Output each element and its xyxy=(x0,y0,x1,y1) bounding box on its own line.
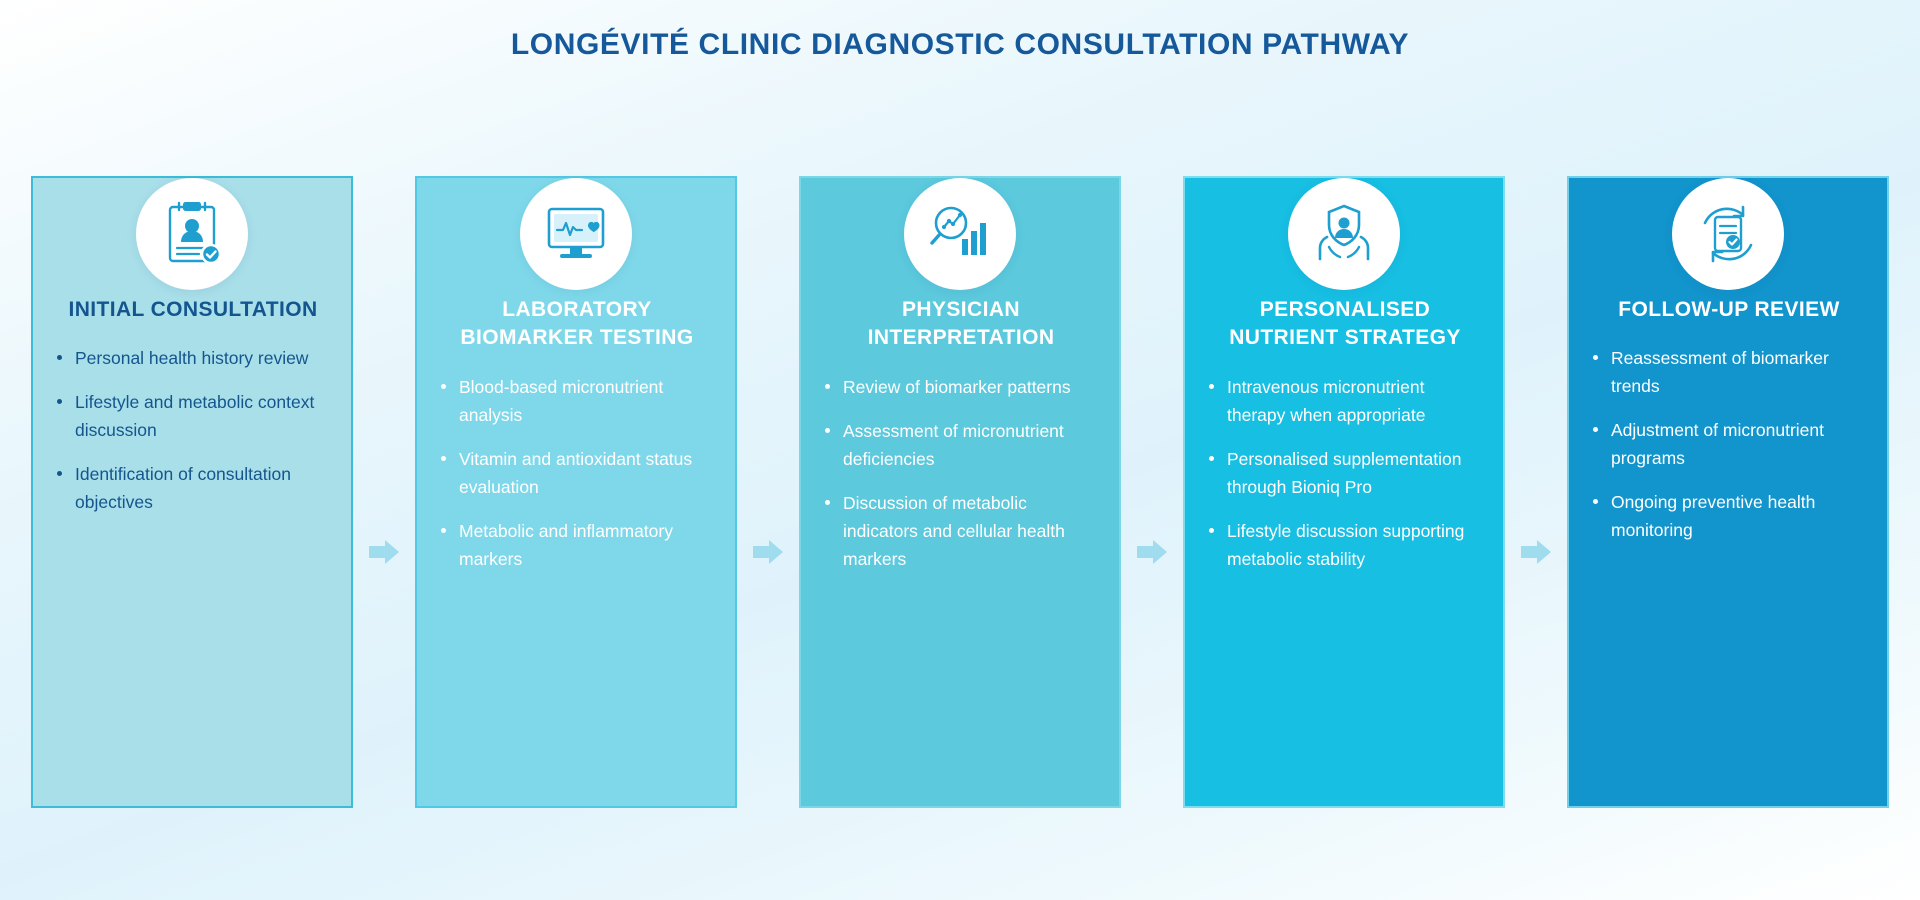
lab-monitor-icon xyxy=(520,178,632,290)
step-card-4 xyxy=(1183,176,1505,808)
step-bullets-3 xyxy=(823,373,1099,573)
list-item: Personalised supplementation through Bioniq Pro xyxy=(1207,445,1483,501)
pathway-step-1 xyxy=(31,120,353,808)
page-title: LONGÉVITÉ CLINIC DIAGNOSTIC CONSULTATION PATHWAY xyxy=(510,28,1410,61)
pathway-flow xyxy=(30,120,1890,808)
list-item: Vitamin and antioxidant status evaluation xyxy=(439,445,715,501)
step-title-5: FOLLOW-UP REVIEW xyxy=(1618,298,1840,321)
arrow-right-icon-2 xyxy=(737,236,799,868)
pathway-step-3 xyxy=(799,120,1121,808)
list-item: Lifestyle discussion supporting metabolic stability xyxy=(1207,517,1483,573)
step-card-1 xyxy=(31,176,353,808)
step-title-1: INITIAL CONSULTATION xyxy=(68,298,318,321)
step-bullets-4 xyxy=(1207,373,1483,573)
magnifier-chart-icon xyxy=(904,178,1016,290)
step-title-2: LABORATORY BIOMARKER TESTING xyxy=(460,298,694,350)
step-card-5 xyxy=(1567,176,1889,808)
step-title-3: PHYSICIAN INTERPRETATION xyxy=(867,298,1055,350)
list-item: Reassessment of biomarker trends xyxy=(1591,344,1867,400)
step-bullets-1 xyxy=(55,344,331,516)
pathway-step-5 xyxy=(1567,120,1889,808)
list-item: Identification of consultation objectives xyxy=(55,460,331,516)
list-item: Assessment of micronutrient deficiencies xyxy=(823,417,1099,473)
list-item: Adjustment of micronutrient programs xyxy=(1591,416,1867,472)
arrow-right-icon-3 xyxy=(1121,236,1183,868)
pathway-step-2 xyxy=(415,120,737,808)
step-title-4: PERSONALISED NUTRIENT STRATEGY xyxy=(1229,298,1461,350)
list-item: Metabolic and inflammatory markers xyxy=(439,517,715,573)
step-bullets-5 xyxy=(1591,344,1867,544)
step-card-2 xyxy=(415,176,737,808)
list-item: Review of biomarker patterns xyxy=(823,373,1099,401)
step-card-3 xyxy=(799,176,1121,808)
list-item: Ongoing preventive health monitoring xyxy=(1591,488,1867,544)
arrow-right-icon-1 xyxy=(353,236,415,868)
checklist-refresh-icon xyxy=(1672,178,1784,290)
pathway-step-4 xyxy=(1183,120,1505,808)
list-item: Discussion of metabolic indicators and cellular health markers xyxy=(823,489,1099,573)
list-item: Personal health history review xyxy=(55,344,331,372)
list-item: Lifestyle and metabolic context discussion xyxy=(55,388,331,444)
hands-shield-person-icon xyxy=(1288,178,1400,290)
clipboard-doctor-icon xyxy=(136,178,248,290)
list-item: Blood-based micronutrient analysis xyxy=(439,373,715,429)
arrow-right-icon-4 xyxy=(1505,236,1567,868)
step-bullets-2 xyxy=(439,373,715,573)
list-item: Intravenous micronutrient therapy when appropriate xyxy=(1207,373,1483,429)
